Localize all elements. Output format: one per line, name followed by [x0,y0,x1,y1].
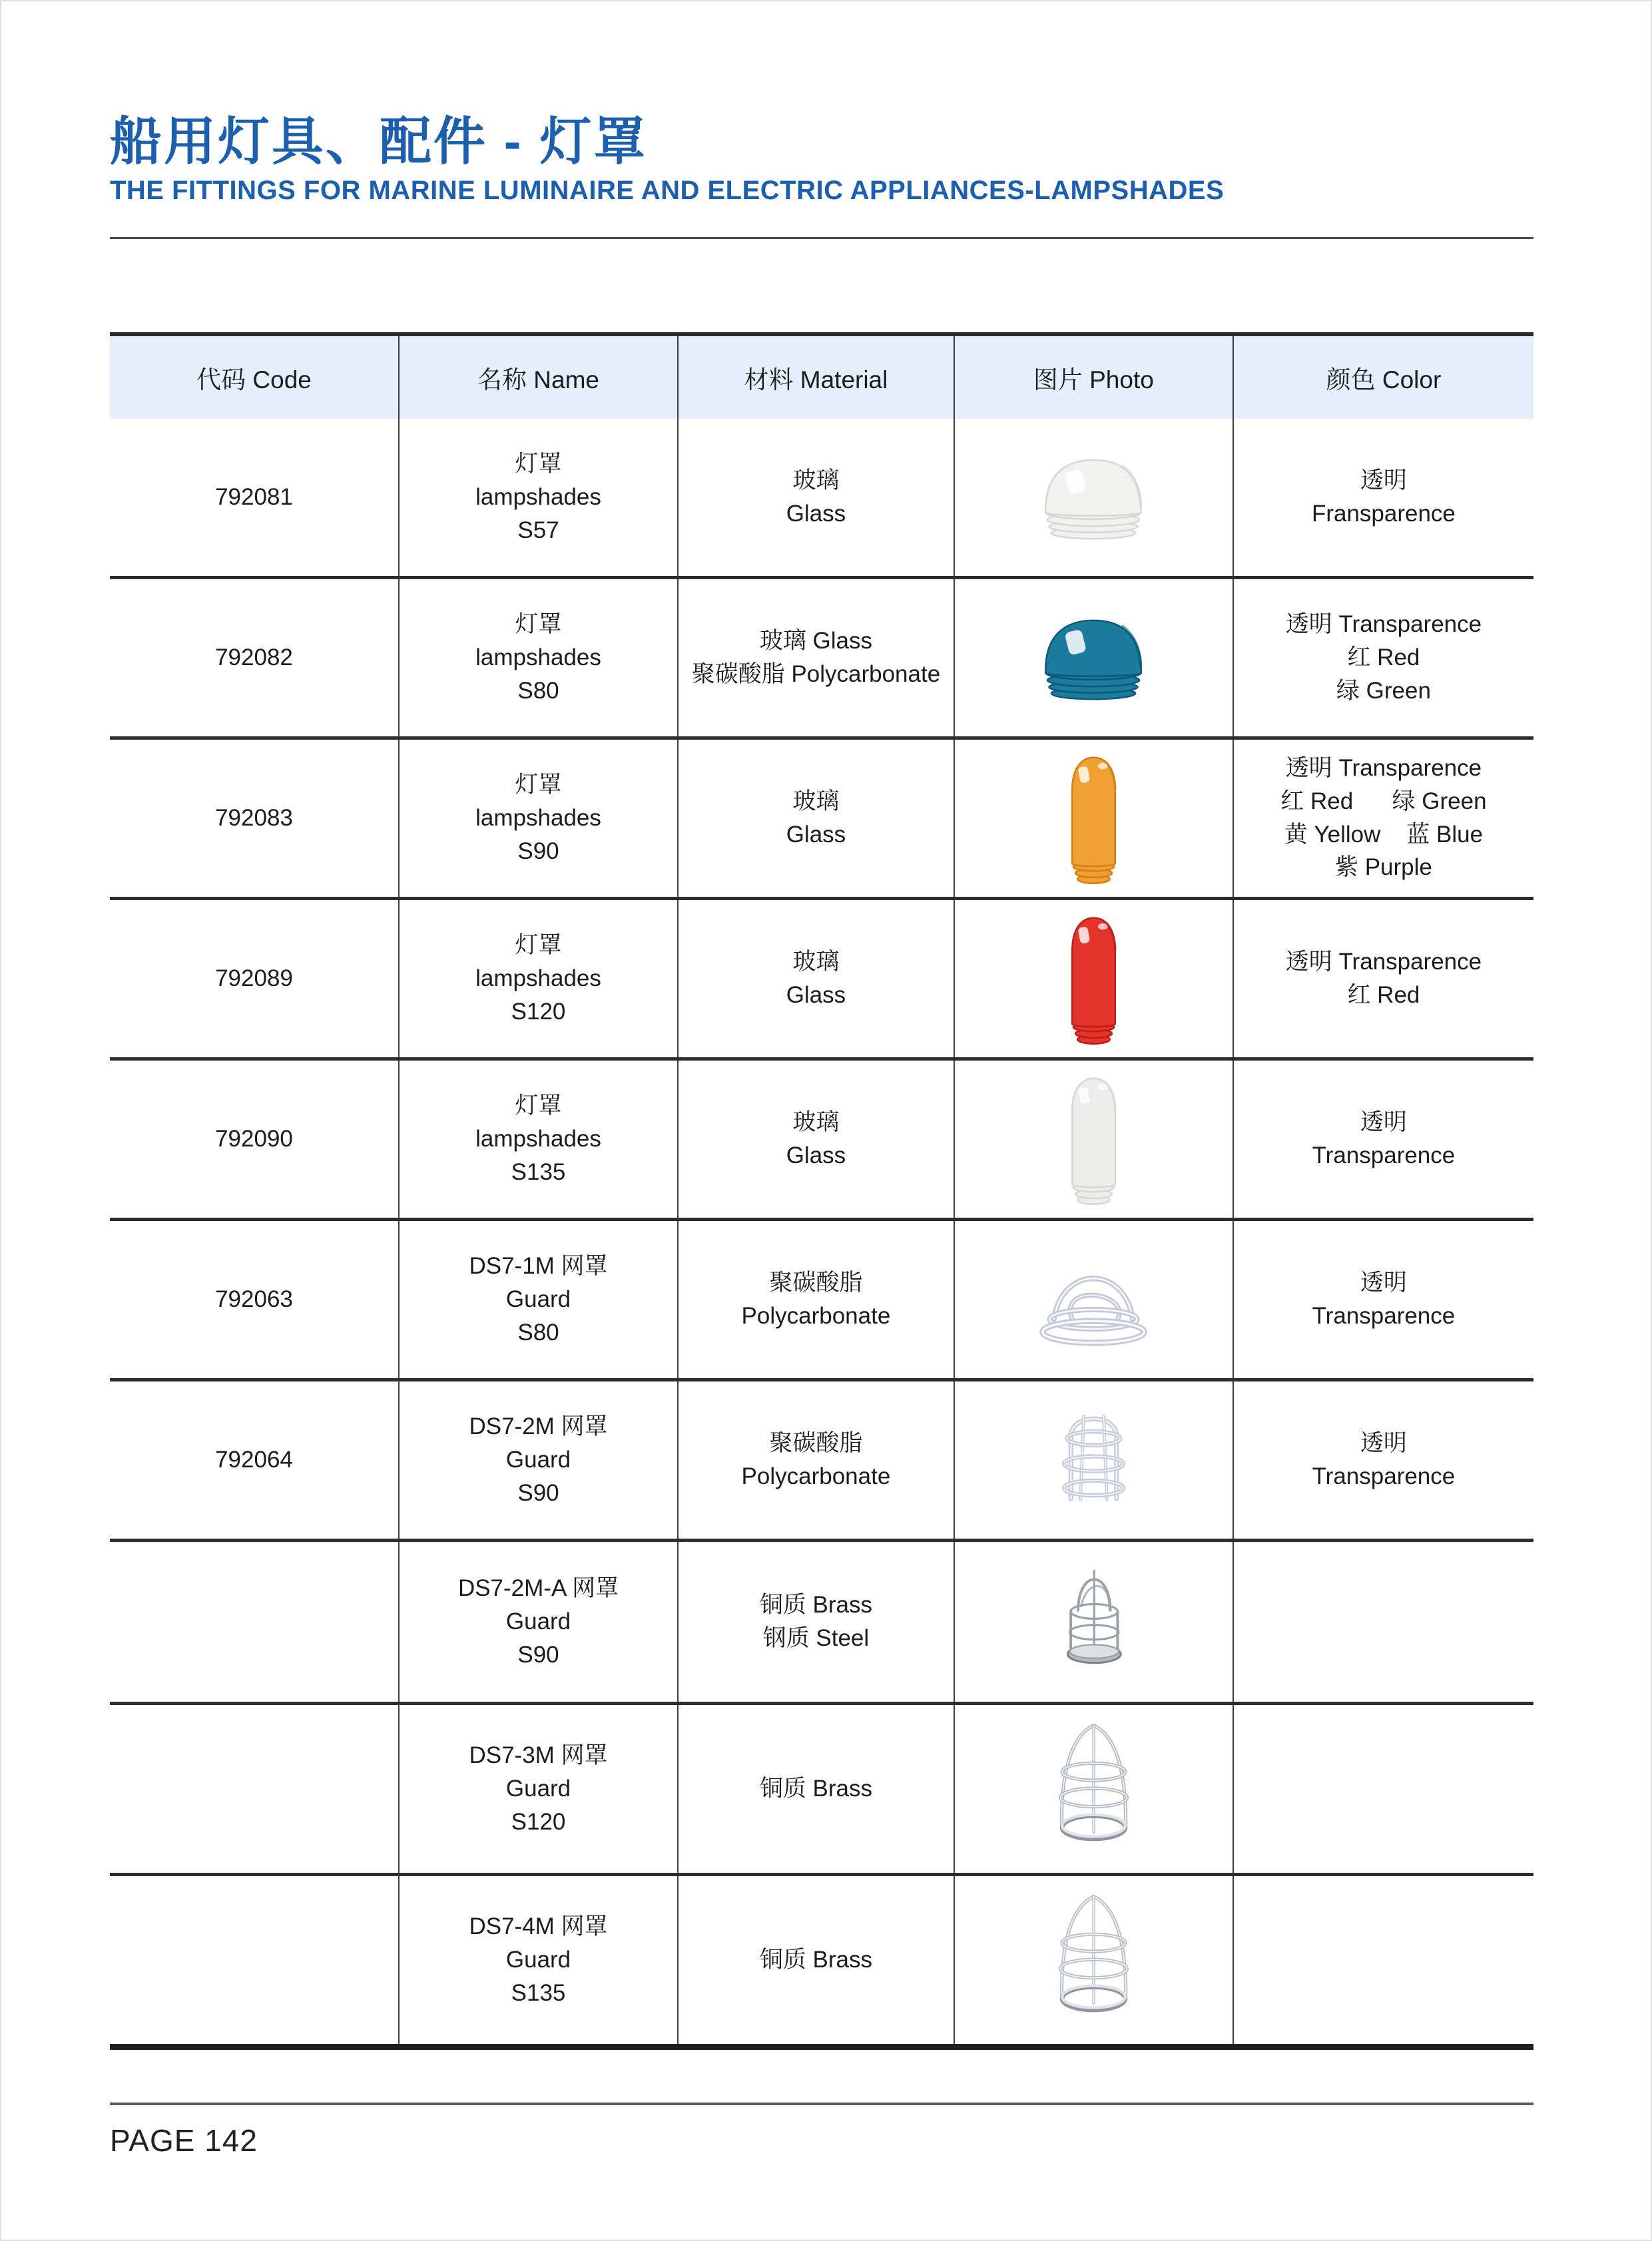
cell-code-line: 792090 [215,1125,293,1152]
cell-name [399,738,678,898]
cell-name-line: lampshades [475,1125,601,1152]
cell-color [1233,1540,1533,1703]
cell-material [678,1703,954,1874]
product-photo [963,1390,1225,1530]
cell-color [1233,1059,1533,1219]
cell-name-line: S80 [517,677,559,704]
cell-color-line: 红 Red [1347,644,1420,670]
cell-material-line: Glass [786,1142,846,1168]
cell-name-line: lampshades [475,644,601,670]
cell-code [110,577,399,738]
cell-color-line: Fransparence [1311,500,1456,527]
cell-photo [954,577,1233,738]
cell-name-line: Guard [505,1286,571,1312]
cell-name-line: DS7-2M-A 网罩 [457,1575,619,1602]
table-row [110,1703,1533,1874]
cell-photo [954,1540,1233,1703]
cell-color [1233,738,1533,898]
cell-material-line: 聚碳酸脂 Polycarbonate [691,660,941,687]
cell-color [1233,1874,1533,2047]
cell-code [110,1059,399,1219]
cell-material-line: 玻璃 [792,1109,840,1135]
cell-name [399,1219,678,1379]
cell-name-line: lampshades [475,965,601,991]
cell-color-line: Transparence [1312,1463,1456,1489]
products-table [110,332,1533,2050]
cell-photo [954,1059,1233,1219]
cell-code-line: 792063 [215,1286,293,1312]
cell-code [110,1379,399,1540]
table-row [110,1059,1533,1219]
cell-material-line: 铜质 Brass [759,1592,873,1618]
cell-color-line: 透明 [1360,467,1407,493]
cell-material [678,577,954,738]
cell-name-line: DS7-3M 网罩 [469,1742,608,1769]
cell-name-line: 灯罩 [515,611,562,638]
cell-name-line: Guard [505,1446,571,1473]
page-content [110,0,1533,2050]
page-title-en: THE FITTINGS FOR MARINE LUMINAIRE AND ELECTRIC APPLIANCES-LAMPSHADES [110,175,1225,205]
product-photo [963,1069,1225,1210]
column-header-code: 代码 Code [110,334,399,419]
cell-name-line: S57 [517,517,559,543]
cell-name-line: Guard [505,1608,571,1634]
table-body [110,419,1533,2047]
title-divider [110,237,1533,239]
cell-name [399,1874,678,2047]
cell-code [110,898,399,1059]
cell-material [678,419,954,578]
cell-name-line: lampshades [475,804,601,831]
cell-code-line: 792083 [215,804,293,831]
cell-name [399,1379,678,1540]
cell-material [678,1874,954,2047]
cell-color-line: 透明 Transparence [1285,949,1482,975]
cell-material-line: 聚碳酸脂 [769,1430,863,1456]
page-title-zh: 船用灯具、配件 - 灯罩 [110,112,648,170]
column-header-color: 颜色 Color [1233,334,1533,419]
cell-color-line: 透明 [1360,1430,1407,1456]
cell-name-line: 灯罩 [515,451,562,477]
cell-photo [954,1379,1233,1540]
cell-material-line: 聚碳酸脂 [769,1270,863,1296]
cell-color [1233,898,1533,1059]
cell-material-line: Glass [786,981,846,1008]
cell-color-line: 红 Red [1347,981,1420,1008]
cell-material-line: 铜质 Brass [759,1775,873,1802]
cell-code-line: 792081 [215,483,293,510]
cell-name-line: S135 [511,1158,566,1185]
table-row [110,1874,1533,2047]
table-row [110,1379,1533,1540]
cell-name-line: S135 [511,1979,566,2006]
cell-color-line: 绿 Green [1336,677,1431,704]
product-photo [963,1712,1225,1866]
table-header-row [110,334,1533,419]
table-row [110,898,1533,1059]
cell-color [1233,577,1533,738]
cell-material-line: 玻璃 [792,949,840,975]
cell-photo [954,419,1233,578]
cell-color [1233,1703,1533,1874]
cell-photo [954,1703,1233,1874]
cell-code [110,419,399,578]
cell-material-line: 玻璃 Glass [759,628,873,654]
cell-code-line: 792082 [215,644,293,670]
cell-color-line: 透明 Transparence [1285,611,1482,638]
cell-code [110,1219,399,1379]
cell-code [110,1540,399,1703]
cell-photo [954,738,1233,898]
cell-name-line: 灯罩 [515,932,562,959]
product-photo [963,1883,1225,2037]
cell-name-line: 灯罩 [515,1093,562,1119]
cell-name [399,419,678,578]
table-row [110,419,1533,578]
cell-name [399,1703,678,1874]
cell-name-line: 灯罩 [515,772,562,798]
product-photo [963,1549,1225,1695]
cell-color-line: 透明 [1360,1109,1407,1135]
cell-material [678,1540,954,1703]
cell-color-line: Transparence [1312,1302,1456,1329]
page-number: PAGE 142 [110,2123,258,2158]
cell-material [678,1379,954,1540]
cell-material [678,898,954,1059]
cell-name-line: S90 [517,1641,559,1668]
cell-photo [954,898,1233,1059]
cell-name-line: S120 [511,998,566,1025]
cell-color-line: 透明 Transparence [1285,755,1482,782]
cell-code [110,1874,399,2047]
cell-photo [954,1219,1233,1379]
table-row [110,577,1533,738]
cell-color-line: 透明 [1360,1270,1407,1296]
cell-photo [954,1874,1233,2047]
cell-code-line: 792089 [215,965,293,991]
cell-name [399,1059,678,1219]
cell-color [1233,1219,1533,1379]
cell-material-line: 玻璃 [792,788,840,814]
column-header-name: 名称 Name [399,334,678,419]
cell-color [1233,1379,1533,1540]
cell-material [678,1219,954,1379]
cell-color [1233,419,1533,578]
cell-code [110,1703,399,1874]
cell-name-line: DS7-4M 网罩 [469,1913,608,1940]
cell-name-line: DS7-2M 网罩 [469,1413,608,1440]
cell-color-line: Transparence [1312,1142,1456,1168]
cell-name-line: S90 [517,1479,559,1506]
cell-color-line: 红 Red 绿 Green [1280,788,1487,814]
cell-material-line: 钢质 Steel [762,1624,870,1651]
cell-color-line: 黄 Yellow 蓝 Blue [1284,821,1484,848]
column-header-photo: 图片 Photo [954,334,1233,419]
table-row [110,738,1533,898]
cell-name-line: Guard [505,1775,571,1802]
cell-material-line: Glass [786,500,846,527]
product-photo [963,608,1225,708]
cell-name [399,898,678,1059]
table-row [110,1540,1533,1703]
cell-color-line: 紫 Purple [1334,854,1432,881]
table-row [110,1219,1533,1379]
page-footer [110,2103,1533,2158]
cell-name-line: S80 [517,1319,559,1346]
cell-name [399,577,678,738]
cell-name-line: S120 [511,1808,566,1835]
cell-name-line: Guard [505,1946,571,1973]
product-photo [963,447,1225,547]
cell-material-line: 铜质 Brass [759,1946,873,1973]
cell-name-line: DS7-1M 网罩 [469,1253,608,1280]
product-photo [963,748,1225,889]
cell-material-line: Polycarbonate [741,1302,891,1329]
cell-name [399,1540,678,1703]
cell-material-line: 玻璃 [792,467,840,493]
cell-material-line: Polycarbonate [741,1463,891,1489]
product-photo [963,908,1225,1049]
product-photo [963,1248,1225,1351]
cell-material-line: Glass [786,821,846,848]
cell-material [678,1059,954,1219]
column-header-material: 材料 Material [678,334,954,419]
cell-name-line: lampshades [475,483,601,510]
cell-name-line: S90 [517,838,559,864]
cell-material [678,738,954,898]
cell-code [110,738,399,898]
cell-code-line: 792064 [215,1446,293,1473]
footer-divider [110,2103,1533,2105]
